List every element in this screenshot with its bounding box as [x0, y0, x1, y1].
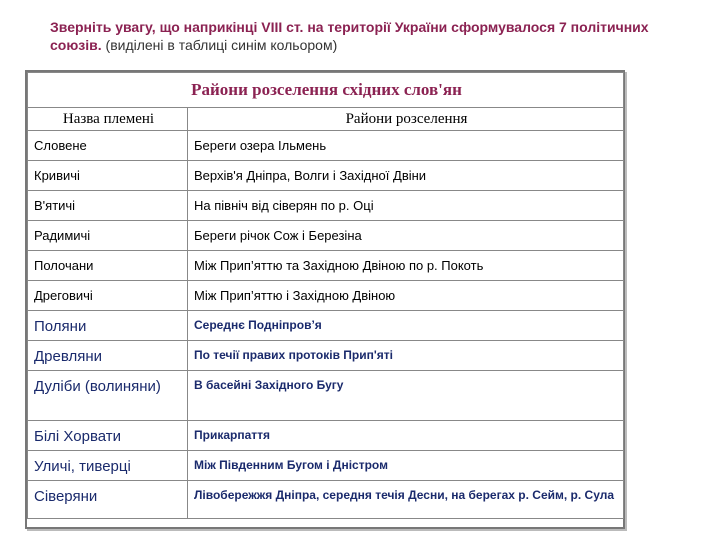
tribe-area: Між Південним Бугом і Дністром — [188, 451, 624, 481]
table-row — [28, 281, 624, 311]
settlement-table — [25, 70, 625, 529]
header-tribe: Назва племені — [28, 108, 188, 131]
tribe-area: По течії правих протоків Прип'яті — [188, 341, 624, 371]
tribe-name: Сіверяни — [28, 481, 188, 519]
tribe-area: Береги озера Ільмень — [188, 131, 624, 161]
tribe-area: Лівобережжя Дніпра, середня течія Десни, на берегах р. Сейм, р. Сула — [188, 481, 624, 519]
table-grid — [27, 72, 624, 519]
tribe-area: Між Прип’яттю і Західною Двіною — [188, 281, 624, 311]
tribe-name: Білі Хорвати — [28, 421, 188, 451]
tribe-name: Радимичі — [28, 221, 188, 251]
table-row — [28, 191, 624, 221]
tribe-name: Полочани — [28, 251, 188, 281]
table-row — [28, 131, 624, 161]
table-row — [28, 251, 624, 281]
tribe-area: Береги річок Сож і Березіна — [188, 221, 624, 251]
tribe-name: Древляни — [28, 341, 188, 371]
table-title: Райони розселення східних слов'ян — [28, 73, 624, 108]
tribe-area: Верхів'я Дніпра, Волги і Західної Двіни — [188, 161, 624, 191]
tribe-name: В'ятичі — [28, 191, 188, 221]
tribe-name: Дреговичі — [28, 281, 188, 311]
tribe-name: Словене — [28, 131, 188, 161]
tribe-name: Дуліби (волиняни) — [28, 371, 188, 421]
table-row — [28, 341, 624, 371]
tribe-name: Кривичі — [28, 161, 188, 191]
tribe-name: Поляни — [28, 311, 188, 341]
header-area: Райони розселення — [188, 108, 624, 131]
tribe-area: Між Прип’яттю та Західною Двіною по р. Покоть — [188, 251, 624, 281]
note-highlight: Зверніть увагу, що наприкінці VIII ст. на території України сформувалося 7 політичних союзів. — [50, 19, 649, 53]
tribe-area: На північ від сіверян по р. Оці — [188, 191, 624, 221]
tribe-area: Середнє Подніпров’я — [188, 311, 624, 341]
instruction-note — [50, 18, 690, 54]
table-row — [28, 481, 624, 519]
table-row — [28, 221, 624, 251]
table-row — [28, 161, 624, 191]
table-row — [28, 421, 624, 451]
note-rest: (виділені в таблиці синім кольором) — [101, 37, 338, 53]
table-row — [28, 451, 624, 481]
table-row — [28, 311, 624, 341]
tribe-area: В басейні Західного Бугу — [188, 371, 624, 421]
tribe-name: Уличі, тиверці — [28, 451, 188, 481]
tribe-area: Прикарпаття — [188, 421, 624, 451]
table-row — [28, 371, 624, 421]
